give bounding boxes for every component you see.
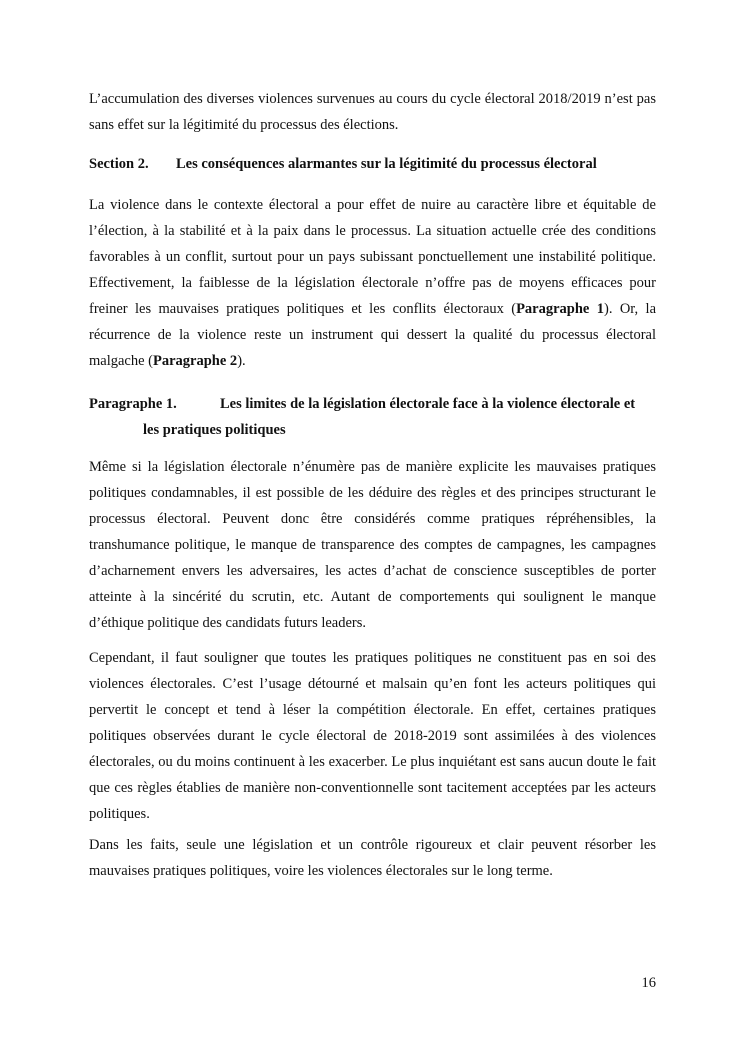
paragraph-practices [89,454,656,636]
paragraph-section-part3: ). [237,353,246,369]
paragraph-intro [89,86,656,138]
paragraph-heading [89,391,656,443]
paragraph-intro-text: L’accumulation des diverses violences survenues au cours du cycle électoral 2018/2019 n’est pas sans effet sur la légitimité du processus des élections. [89,91,656,133]
reference-paragraphe-1: Paragraphe 1 [516,301,604,317]
paragraph-however [89,645,656,827]
paragraph-section-part1: La violence dans le contexte électoral a pour effet de nuire au caractère libre et équitable de l’élection, à la stabilité et à la paix dans le processus. La situation actuelle crée des conditions favorables à un conflit, surtout pour un pays subissant ponctuellement une instabilité politique. Effectivement, la faiblesse de la législation électorale n’offre pas de moyens efficaces pour freiner les mauvaises pratiques politiques et les conflits électoraux ( [89,197,656,317]
paragraph-practices-text: Même si la législation électorale n’énumère pas de manière explicite les mauvaises pratiques politiques condamnables, il est possible de les déduire des règles et des principes structurant le processus électoral. Peuvent donc être considérés comme pratiques répréhensibles, la transhumance politique, le manque de transparence des comptes de campagnes, les campagnes d’acharnement envers les adversaires, les actes d’achat de conscience susceptibles de porter atteinte à la sincérité du scrutin, etc. Autant de comportements qui soulignent le manque d’éthique politique des candidats futurs leaders. [89,459,656,631]
paragraph-heading-title-line1: Les limites de la législation électorale face à la violence électorale et [220,396,636,412]
page-number: 16 [641,975,656,991]
section-number: Section 2. [89,156,149,172]
paragraph-heading-number: Paragraphe 1. [89,396,177,412]
section-title: Les conséquences alarmantes sur la légitimité du processus électoral [176,156,597,172]
paragraph-conclusion [89,832,656,884]
paragraph-heading-title-line2: les pratiques politiques [143,422,286,438]
section-heading [89,153,656,175]
reference-paragraphe-2: Paragraphe 2 [153,353,238,369]
paragraph-section-body [89,192,656,374]
paragraph-section-part2: ). Or, la récurrence de la violence reste un instrument qui dessert la qualité du processus électoral malgache ( [89,301,656,369]
paragraph-however-text: Cependant, il faut souligner que toutes les pratiques politiques ne constituent pas en soi des violences électorales. C’est l’usage détourné et malsain qu’en font les acteurs politiques qui pervertit le concept et tend à léser la compétition électorale. En effet, certaines pratiques politiques observées durant le cycle électoral de 2018-2019 sont assimilées à des violences électorales, ou du moins continuent à les exacerber. Le plus inquiétant est sans aucun doute le fait que ces règles établies de manière non-conventionnelle sont tacitement acceptées par les acteurs politiques. [89,650,656,822]
paragraph-conclusion-text: Dans les faits, seule une législation et un contrôle rigoureux et clair peuvent résorber les mauvaises pratiques politiques, voire les violences électorales sur le long terme. [89,837,656,879]
